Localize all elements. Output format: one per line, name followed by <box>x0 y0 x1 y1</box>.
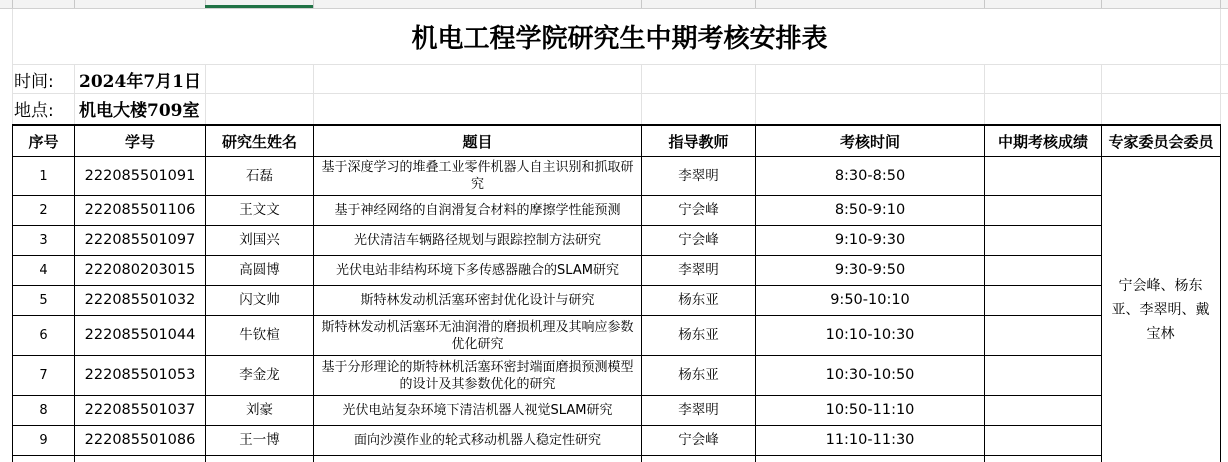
time-value[interactable]: 2024年7月1日 <box>79 72 201 92</box>
row-8-student-id[interactable]: 222085501037 <box>84 402 196 418</box>
row-6-student-id[interactable]: 222085501044 <box>84 327 196 343</box>
row-2-advisor[interactable]: 宁会峰 <box>678 202 719 218</box>
row-7-name[interactable]: 李金龙 <box>239 367 280 383</box>
row-5-student-id[interactable]: 222085501032 <box>84 292 196 308</box>
row-1-exam-time[interactable]: 8:30-8:50 <box>834 167 906 184</box>
row-1-score[interactable] <box>985 157 1101 195</box>
row-2-score[interactable] <box>985 196 1101 225</box>
header-committee[interactable]: 专家委员会委员 <box>1108 132 1214 151</box>
row-6-name[interactable]: 牛钦楦 <box>239 327 280 343</box>
row-4-exam-time[interactable]: 9:30-9:50 <box>834 262 906 278</box>
row-4-topic[interactable]: 光伏电站非结构环境下多传感器融合的SLAM研究 <box>336 263 619 278</box>
row-1-index[interactable]: 1 <box>39 168 48 184</box>
row-1-advisor[interactable]: 李翠明 <box>678 167 719 184</box>
row-9-index[interactable]: 9 <box>39 433 48 448</box>
header-topic[interactable]: 题目 <box>462 132 493 151</box>
row-4-student-id[interactable]: 222080203015 <box>84 262 196 278</box>
header-score[interactable]: 中期考核成绩 <box>997 132 1088 151</box>
header-exam-time[interactable]: 考核时间 <box>839 132 900 151</box>
row-5-advisor[interactable]: 杨东亚 <box>678 292 719 308</box>
row-3-score[interactable] <box>985 226 1101 255</box>
row-6-index[interactable]: 6 <box>39 328 48 343</box>
row-6-advisor[interactable]: 杨东亚 <box>678 327 719 343</box>
row-5-name[interactable]: 闪文帅 <box>239 292 280 308</box>
row-6-score[interactable] <box>985 316 1101 355</box>
row-2-name[interactable]: 王文文 <box>239 202 280 218</box>
row-5-score[interactable] <box>985 286 1101 315</box>
row-9-name[interactable]: 王一博 <box>239 432 280 448</box>
row-8-advisor[interactable]: 李翠明 <box>678 402 719 418</box>
row-2-topic[interactable]: 基于神经网络的自润滑复合材料的摩擦学性能预测 <box>334 203 621 218</box>
header-name[interactable]: 研究生姓名 <box>221 132 297 151</box>
row-2-student-id[interactable]: 222085501106 <box>84 202 196 218</box>
row-3-advisor[interactable]: 宁会峰 <box>678 232 719 248</box>
place-value[interactable]: 机电大楼709室 <box>79 101 200 121</box>
row-3-index[interactable]: 3 <box>39 233 48 248</box>
row-6-exam-time[interactable]: 10:10-10:30 <box>825 327 915 343</box>
sheet-title[interactable]: 机电工程学院研究生中期考核安排表 <box>411 23 828 54</box>
row-1-topic[interactable]: 基于深度学习的堆叠工业零件机器人自主识别和抓取研究 <box>321 160 634 192</box>
header-index[interactable]: 序号 <box>28 132 59 151</box>
row-7-student-id[interactable]: 222085501053 <box>84 367 196 383</box>
row-7-index[interactable]: 7 <box>39 368 48 383</box>
row-2-index[interactable]: 2 <box>39 203 48 218</box>
row-7-score[interactable] <box>985 356 1101 395</box>
row-7-advisor[interactable]: 杨东亚 <box>678 367 719 383</box>
row-4-name[interactable]: 高圆博 <box>239 262 280 278</box>
header-advisor[interactable]: 指导教师 <box>668 132 729 151</box>
row-4-index[interactable]: 4 <box>39 263 48 278</box>
time-label[interactable]: 时间: <box>14 72 54 92</box>
row-8-topic[interactable]: 光伏电站复杂环境下清洁机器人视觉SLAM研究 <box>342 403 613 418</box>
row-4-score[interactable] <box>985 256 1101 285</box>
row-8-score[interactable] <box>985 396 1101 425</box>
row-8-index[interactable]: 8 <box>39 403 48 418</box>
row-9-exam-time[interactable]: 11:10-11:30 <box>825 432 915 448</box>
row-3-student-id[interactable]: 222085501097 <box>84 232 196 248</box>
row-3-exam-time[interactable]: 9:10-9:30 <box>834 232 906 248</box>
row-5-exam-time[interactable]: 9:50-10:10 <box>830 292 910 308</box>
row-3-topic[interactable]: 光伏清洁车辆路径规划与跟踪控制方法研究 <box>353 233 601 248</box>
row-5-topic[interactable]: 斯特林发动机活塞环密封优化设计与研究 <box>360 293 595 308</box>
row-5-index[interactable]: 5 <box>39 293 48 308</box>
row-9-score[interactable] <box>985 426 1101 455</box>
row-7-topic[interactable]: 基于分形理论的斯特林机活塞环密封端面磨损预测模型的设计及其参数优化的研究 <box>321 359 634 392</box>
row-8-name[interactable]: 刘豪 <box>246 402 273 418</box>
row-4-advisor[interactable]: 李翠明 <box>678 262 719 278</box>
row-9-student-id[interactable]: 222085501086 <box>84 432 196 448</box>
row-6-topic[interactable]: 斯特林发动机活塞环无油润滑的磨损机理及其响应参数优化研究 <box>321 319 634 352</box>
committee-members-cell[interactable]: 宁会峰、杨东亚、李翠明、戴宝林 <box>1111 278 1210 342</box>
row-3-name[interactable]: 刘国兴 <box>239 232 280 248</box>
row-2-exam-time[interactable]: 8:50-9:10 <box>834 202 906 218</box>
header-student-id[interactable]: 学号 <box>124 132 155 151</box>
place-label[interactable]: 地点: <box>14 101 54 121</box>
row-1-student-id[interactable]: 222085501091 <box>84 167 196 184</box>
row-9-advisor[interactable]: 宁会峰 <box>678 432 719 448</box>
row-9-topic[interactable]: 面向沙漠作业的轮式移动机器人稳定性研究 <box>353 433 601 448</box>
row-1-name[interactable]: 石磊 <box>246 167 273 184</box>
row-8-exam-time[interactable]: 10:50-11:10 <box>825 402 915 418</box>
row-7-exam-time[interactable]: 10:30-10:50 <box>825 367 915 383</box>
